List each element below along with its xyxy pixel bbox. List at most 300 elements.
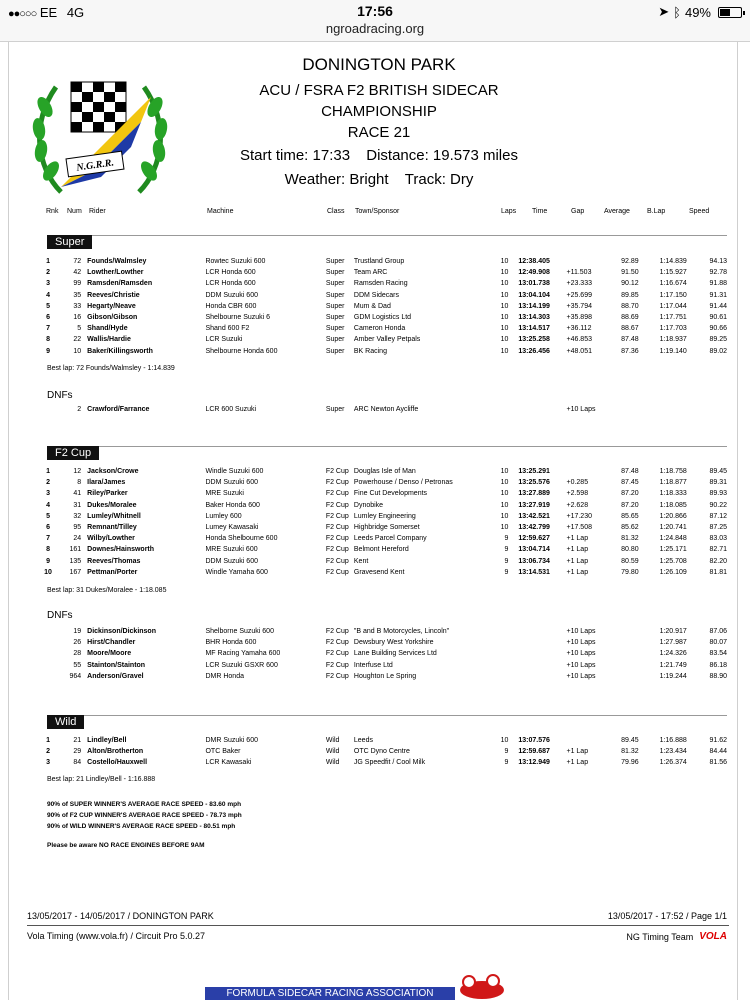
cell-gap: +2.598	[566, 490, 589, 498]
cell-machine: LCR Honda 600	[205, 280, 256, 288]
cell-machine: MRE Suzuki 600	[205, 546, 258, 554]
cell-laps: 10	[500, 302, 509, 310]
cell-best-lap: 1:20.866	[659, 512, 687, 520]
cell-number: 29	[73, 748, 82, 756]
cell-class: F2 Cup	[325, 501, 349, 509]
cell-machine: DMR Honda	[205, 672, 244, 680]
cell-average: 81.32	[621, 535, 639, 543]
cell-average	[605, 626, 639, 637]
table-row	[37, 567, 727, 578]
cell-rider: Downes/Hainsworth	[87, 546, 155, 554]
cell-class: Super	[325, 314, 345, 322]
cell-machine: Honda CBR 600	[205, 302, 257, 310]
cell-gap	[566, 466, 604, 477]
cell-speed: 90.22	[709, 501, 727, 509]
race-header	[169, 54, 589, 191]
super-best-lap: Best lap: 72 Founds/Walmsley - 1:14.839	[47, 365, 175, 372]
cell-laps: 10	[500, 468, 509, 476]
super-dnf-title: DNFs	[47, 390, 73, 401]
cell-rank: 10	[44, 568, 52, 576]
cell-gap: +23.333	[566, 280, 592, 288]
cell-speed: 81.56	[709, 759, 727, 767]
cell-sponsor: OTC Dyno Centre	[353, 748, 410, 756]
cell-number: 95	[73, 524, 82, 532]
cell-machine: Windle Yamaha 600	[205, 568, 268, 576]
cell-average: 88.67	[621, 325, 639, 333]
cell-time	[518, 404, 566, 415]
cell-class: Super	[325, 269, 345, 277]
super-results-table	[37, 256, 727, 357]
cell-rank	[37, 671, 59, 682]
cell-average: 88.69	[621, 314, 639, 322]
cell-average: 90.12	[621, 280, 639, 288]
weather: Weather: Bright	[284, 171, 389, 188]
f2-results-table	[37, 466, 727, 578]
table-row	[37, 346, 727, 357]
cell-rank: 1	[46, 468, 50, 476]
cell-best-lap: 1:18.877	[659, 479, 687, 487]
cell-rank: 4	[46, 291, 50, 299]
super-dnf-table	[37, 404, 727, 415]
cell-rank: 5	[46, 302, 50, 310]
cell-speed: 89.93	[709, 490, 727, 498]
cell-rider: Stainton/Stainton	[87, 661, 146, 669]
cell-speed: 89.02	[709, 347, 727, 355]
cell-speed: 90.66	[709, 325, 727, 333]
cell-time: 13:14.531	[518, 568, 550, 576]
dnf-row	[37, 637, 727, 648]
cell-speed: 89.25	[709, 336, 727, 344]
cell-rider: Wallis/Hardie	[87, 336, 131, 344]
dnf-row	[37, 660, 727, 671]
cell-average: 85.62	[621, 524, 639, 532]
cell-speed: 82.20	[709, 557, 727, 565]
cell-best-lap: 1:24.848	[659, 535, 687, 543]
cell-class: Super	[325, 302, 345, 310]
cell-class: Super	[325, 280, 345, 288]
table-row	[37, 301, 727, 312]
cell-class: F2 Cup	[325, 557, 349, 565]
cell-best-lap: 1:17.150	[659, 291, 687, 299]
cell-sponsor: Powerhouse / Denso / Petronas	[353, 479, 453, 487]
f2-dnf-title: DNFs	[47, 610, 73, 621]
vola-logo: VOLA	[699, 931, 727, 942]
cell-rank: 2	[46, 479, 50, 487]
cell-rank: 3	[46, 759, 50, 767]
cell-best-lap: 1:27.987	[659, 639, 687, 647]
cell-number: 26	[73, 639, 82, 647]
cell-machine: Lumey Kawasaki	[205, 524, 259, 532]
cell-best-lap: 1:25.171	[659, 546, 687, 554]
cell-best-lap: 1:21.749	[659, 661, 687, 669]
cell-speed: 86.18	[709, 661, 727, 669]
cell-average: 79.96	[621, 759, 639, 767]
cell-time: 12:59.627	[518, 535, 550, 543]
cell-number: 5	[77, 325, 82, 333]
cell-speed: 84.44	[709, 748, 727, 756]
cell-number: 84	[73, 759, 82, 767]
cell-speed: 83.54	[709, 650, 727, 658]
cell-best-lap: 1:26.374	[659, 759, 687, 767]
super-speed-note: 90% of SUPER WINNER'S AVERAGE RACE SPEED - 83.60 mph	[47, 801, 242, 808]
section-wild: Wild	[47, 715, 84, 729]
cell-class: F2 Cup	[325, 479, 349, 487]
cell-speed: 81.81	[709, 568, 727, 576]
start-distance	[169, 145, 589, 167]
cell-best-lap: 1:24.326	[659, 650, 687, 658]
cell-sponsor: Fine Cut Developments	[353, 490, 428, 498]
cell-laps: 9	[504, 546, 509, 554]
cell-gap: +10 Laps	[566, 628, 596, 636]
cell-number: 16	[73, 314, 82, 322]
cell-gap: +36.112	[566, 325, 592, 333]
section-divider	[47, 715, 727, 716]
dnf-row	[37, 671, 727, 682]
cell-best-lap: 1:18.333	[659, 490, 687, 498]
cell-laps: 10	[500, 347, 509, 355]
championship-subtitle: CHAMPIONSHIP	[321, 103, 437, 120]
cell-class: Super	[325, 291, 345, 299]
battery-percent: 49%	[684, 4, 711, 20]
cell-rider: Anderson/Gravel	[87, 672, 144, 680]
cell-best-lap: 1:16.674	[659, 280, 687, 288]
cell-rank: 7	[46, 535, 50, 543]
cell-sponsor: Belmont Hereford	[353, 546, 409, 554]
cell-best-lap: 1:14.839	[659, 258, 687, 266]
cell-average: 87.36	[621, 347, 639, 355]
section-divider	[47, 235, 727, 236]
cell-gap: +1 Lap	[566, 748, 589, 756]
fsra-banner: FORMULA SIDECAR RACING ASSOCIATION	[205, 987, 455, 1000]
dnf-row	[37, 404, 727, 415]
cell-time: 13:27.919	[518, 501, 550, 509]
table-row	[37, 488, 727, 499]
cell-speed: 90.61	[709, 314, 727, 322]
status-bar	[0, 0, 750, 42]
cell-sponsor: ARC Newton Aycliffe	[353, 406, 419, 414]
cell-laps	[484, 660, 518, 671]
cell-rank: 6	[46, 314, 50, 322]
cell-number: 21	[73, 737, 82, 745]
cell-class: F2 Cup	[325, 490, 349, 498]
cell-rank: 8	[46, 546, 50, 554]
cell-sponsor: Interfuse Ltd	[353, 661, 393, 669]
cell-rider: Pettman/Porter	[87, 568, 138, 576]
cell-best-lap: 1:25.708	[659, 557, 687, 565]
f2-best-lap: Best lap: 31 Dukes/Moralee - 1:18.085	[47, 587, 167, 594]
cell-best-lap	[639, 404, 687, 415]
cell-rank: 7	[46, 325, 50, 333]
cell-gap: +1 Lap	[566, 568, 589, 576]
cell-class: F2 Cup	[325, 650, 349, 658]
cell-average: 87.48	[621, 468, 639, 476]
cell-class: F2 Cup	[325, 568, 349, 576]
address-bar[interactable]: ngroadracing.org	[325, 21, 425, 36]
col-machine: Machine	[207, 208, 234, 215]
start-time: Start time: 17:33	[240, 147, 351, 164]
cell-gap	[566, 256, 604, 267]
cell-machine: Baker Honda 600	[205, 501, 260, 509]
cell-speed: 91.88	[709, 280, 727, 288]
cell-class: F2 Cup	[325, 535, 349, 543]
cell-time: 12:49.908	[518, 269, 550, 277]
cell-number: 167	[69, 568, 82, 576]
bluetooth-icon: ᛒ	[673, 4, 681, 20]
cell-gap: +10 Laps	[566, 639, 596, 647]
cell-laps	[484, 404, 518, 415]
cell-rank: 3	[46, 280, 50, 288]
cell-number: 42	[73, 269, 82, 277]
cell-best-lap: 1:26.109	[659, 568, 687, 576]
network-type: 4G	[66, 5, 85, 20]
cell-rank: 9	[46, 557, 50, 565]
cell-gap: +11.503	[566, 269, 592, 277]
clock: 17:56	[357, 3, 393, 19]
cell-rank	[37, 637, 59, 648]
cell-rider: Crawford/Farrance	[87, 406, 150, 414]
footer-divider	[27, 925, 729, 926]
cell-rider: Ramsden/Ramsden	[87, 280, 153, 288]
sidecar-logo-icon	[457, 972, 507, 1000]
cell-best-lap: 1:18.937	[659, 336, 687, 344]
col-blap: B.Lap	[647, 208, 666, 215]
cell-time	[518, 637, 566, 648]
cell-number: 964	[69, 672, 82, 680]
cell-average: 87.20	[621, 490, 639, 498]
cell-number: 28	[73, 650, 82, 658]
cell-sponsor: Lane Building Services Ltd	[353, 650, 437, 658]
cell-gap: +1 Lap	[566, 557, 589, 565]
cell-class: Super	[325, 258, 345, 266]
cell-rider: Jackson/Crowe	[87, 468, 139, 476]
cell-gap: +10 Laps	[566, 406, 596, 414]
cell-time	[518, 648, 566, 659]
venue-title: DONINGTON PARK	[302, 55, 456, 74]
cell-gap: +2.628	[566, 501, 589, 509]
table-row	[37, 746, 727, 757]
cell-time: 13:25.258	[518, 336, 550, 344]
cell-rider: Hirst/Chandler	[87, 639, 136, 647]
cell-speed: 87.12	[709, 512, 727, 520]
cell-sponsor: Lumley Engineering	[353, 512, 416, 520]
cell-class: Super	[325, 406, 345, 414]
printed-info: 13/05/2017 - 17:52 / Page 1/1	[607, 911, 727, 921]
cell-number: 19	[73, 628, 82, 636]
col-average: Average	[604, 208, 630, 215]
cell-time: 12:38.405	[518, 258, 550, 266]
cell-laps: 9	[504, 759, 509, 767]
cell-laps: 9	[504, 748, 509, 756]
cell-sponsor: "B and B Motorcycles, Lincoln"	[353, 628, 450, 636]
cell-laps: 9	[504, 568, 509, 576]
wild-best-lap: Best lap: 21 Lindley/Bell - 1:16.888	[47, 776, 156, 783]
cell-class: F2 Cup	[325, 672, 349, 680]
cell-class: F2 Cup	[325, 661, 349, 669]
cell-rider: Hegarty/Neave	[87, 302, 136, 310]
cell-laps: 10	[500, 314, 509, 322]
cell-time: 12:59.687	[518, 748, 550, 756]
table-row	[37, 466, 727, 477]
cell-laps: 10	[500, 280, 509, 288]
cell-best-lap: 1:16.888	[659, 737, 687, 745]
cell-rank: 4	[46, 501, 50, 509]
cell-class: F2 Cup	[325, 639, 349, 647]
cell-rank	[37, 404, 59, 415]
cell-rider: Baker/Killingsworth	[87, 347, 153, 355]
wild-results-table	[37, 735, 727, 769]
footer-timing	[27, 931, 727, 941]
cell-average: 89.45	[621, 737, 639, 745]
cell-speed: 87.06	[709, 628, 727, 636]
cell-laps: 9	[504, 557, 509, 565]
cell-rider: Moore/Moore	[87, 650, 132, 658]
table-row	[37, 511, 727, 522]
table-row	[37, 256, 727, 267]
cell-machine: MF Racing Yamaha 600	[205, 650, 281, 658]
cell-speed: 92.78	[709, 269, 727, 277]
table-row	[37, 735, 727, 746]
cell-average: 85.65	[621, 512, 639, 520]
cell-number: 161	[69, 546, 82, 554]
table-row	[37, 267, 727, 278]
cell-average	[605, 671, 639, 682]
results-document	[8, 42, 738, 1000]
cell-machine: Shelbourne Suzuki 6	[205, 314, 271, 322]
race-number: RACE 21	[347, 124, 411, 141]
cell-machine: DDM Suzuki 600	[205, 479, 258, 487]
cell-sponsor: BK Racing	[353, 347, 387, 355]
table-row	[37, 323, 727, 334]
cell-laps: 10	[500, 737, 509, 745]
dnf-row	[37, 648, 727, 659]
cell-average: 88.70	[621, 302, 639, 310]
f2-speed-note: 90% of F2 CUP WINNER'S AVERAGE RACE SPEED - 78.73 mph	[47, 812, 242, 819]
cell-number: 12	[73, 468, 82, 476]
cell-sponsor: Gravesend Kent	[353, 568, 405, 576]
cell-rider: Costello/Hauxwell	[87, 759, 148, 767]
cell-number: 2	[77, 406, 82, 414]
cell-rank: 1	[46, 258, 50, 266]
cell-time: 13:14.199	[518, 302, 550, 310]
cell-laps: 10	[500, 490, 509, 498]
cell-laps: 10	[500, 258, 509, 266]
cell-sponsor: Amber Valley Petpals	[353, 336, 421, 344]
cell-average	[605, 404, 639, 415]
cell-speed: 83.03	[709, 535, 727, 543]
cell-laps: 10	[500, 291, 509, 299]
battery-fill	[720, 9, 730, 16]
cell-rider: Lindley/Bell	[87, 737, 127, 745]
cell-time: 13:42.799	[518, 524, 550, 532]
cell-rider: Dukes/Moralee	[87, 501, 137, 509]
col-speed: Speed	[689, 208, 710, 215]
section-super: Super	[47, 235, 92, 249]
cell-speed: 91.62	[709, 737, 727, 745]
cell-class: F2 Cup	[325, 512, 349, 520]
track-condition: Track: Dry	[404, 171, 474, 188]
cell-speed: 82.71	[709, 546, 727, 554]
cell-laps	[484, 671, 518, 682]
cell-number: 24	[73, 535, 82, 543]
cell-number: 8	[77, 479, 82, 487]
cell-rider: Reeves/Thomas	[87, 557, 141, 565]
cell-average: 87.48	[621, 336, 639, 344]
cell-class: Super	[325, 336, 345, 344]
cell-number: 22	[73, 336, 82, 344]
footer-dates	[27, 911, 727, 921]
cell-machine: Lumley 600	[205, 512, 242, 520]
col-time: Time	[532, 208, 548, 215]
cell-time: 13:42.521	[518, 512, 550, 520]
cell-rider: Alton/Brotherton	[87, 748, 144, 756]
col-class: Class	[327, 208, 345, 215]
cell-laps: 10	[500, 336, 509, 344]
cell-machine: LCR Suzuki GSXR 600	[205, 661, 278, 669]
cell-number: 135	[69, 557, 82, 565]
cell-gap: +35.794	[566, 302, 592, 310]
cell-best-lap: 1:18.758	[659, 468, 687, 476]
cell-gap: +1 Lap	[566, 535, 589, 543]
cell-gap: +0.285	[566, 479, 589, 487]
dnf-row	[37, 626, 727, 637]
cell-speed: 91.31	[709, 291, 727, 299]
cell-time: 13:04.714	[518, 546, 550, 554]
cell-gap: +1 Lap	[566, 759, 589, 767]
cell-number: 55	[73, 661, 82, 669]
cell-sponsor: Dynobike	[353, 501, 384, 509]
cell-class: F2 Cup	[325, 524, 349, 532]
cell-class: F2 Cup	[325, 628, 349, 636]
col-rider: Rider	[89, 208, 106, 215]
cell-speed: 88.90	[709, 672, 727, 680]
engines-note: Please be aware NO RACE ENGINES BEFORE 9AM	[47, 842, 205, 849]
cell-best-lap: 1:17.703	[659, 325, 687, 333]
cell-machine: LCR Suzuki	[205, 336, 243, 344]
table-row	[37, 544, 727, 555]
cell-rank	[37, 626, 59, 637]
table-row	[37, 556, 727, 567]
section-divider	[47, 446, 727, 447]
cell-speed: 80.07	[709, 639, 727, 647]
cell-speed	[687, 404, 727, 415]
cell-best-lap: 1:15.927	[659, 269, 687, 277]
cell-sponsor: Douglas Isle of Man	[353, 468, 416, 476]
cell-time: 13:14.303	[518, 314, 550, 322]
cell-gap: +46.853	[566, 336, 592, 344]
cell-laps: 10	[500, 479, 509, 487]
table-row	[37, 522, 727, 533]
cell-time: 13:25.576	[518, 479, 550, 487]
cell-class: Super	[325, 325, 345, 333]
cell-average: 87.20	[621, 501, 639, 509]
cell-time: 13:06.734	[518, 557, 550, 565]
cell-gap: +10 Laps	[566, 650, 596, 658]
cell-rank: 3	[46, 490, 50, 498]
cell-average	[605, 637, 639, 648]
cell-machine: DDM Suzuki 600	[205, 557, 258, 565]
cell-sponsor: Cameron Honda	[353, 325, 406, 333]
cell-time: 13:26.456	[518, 347, 550, 355]
table-row	[37, 312, 727, 323]
cell-speed: 91.44	[709, 302, 727, 310]
cell-class: F2 Cup	[325, 468, 349, 476]
cell-class: Super	[325, 347, 345, 355]
cell-rider: Dickinson/Dickinson	[87, 628, 156, 636]
cell-rank	[37, 648, 59, 659]
cell-average: 79.80	[621, 568, 639, 576]
cell-gap: +48.051	[566, 347, 592, 355]
cell-average: 91.50	[621, 269, 639, 277]
